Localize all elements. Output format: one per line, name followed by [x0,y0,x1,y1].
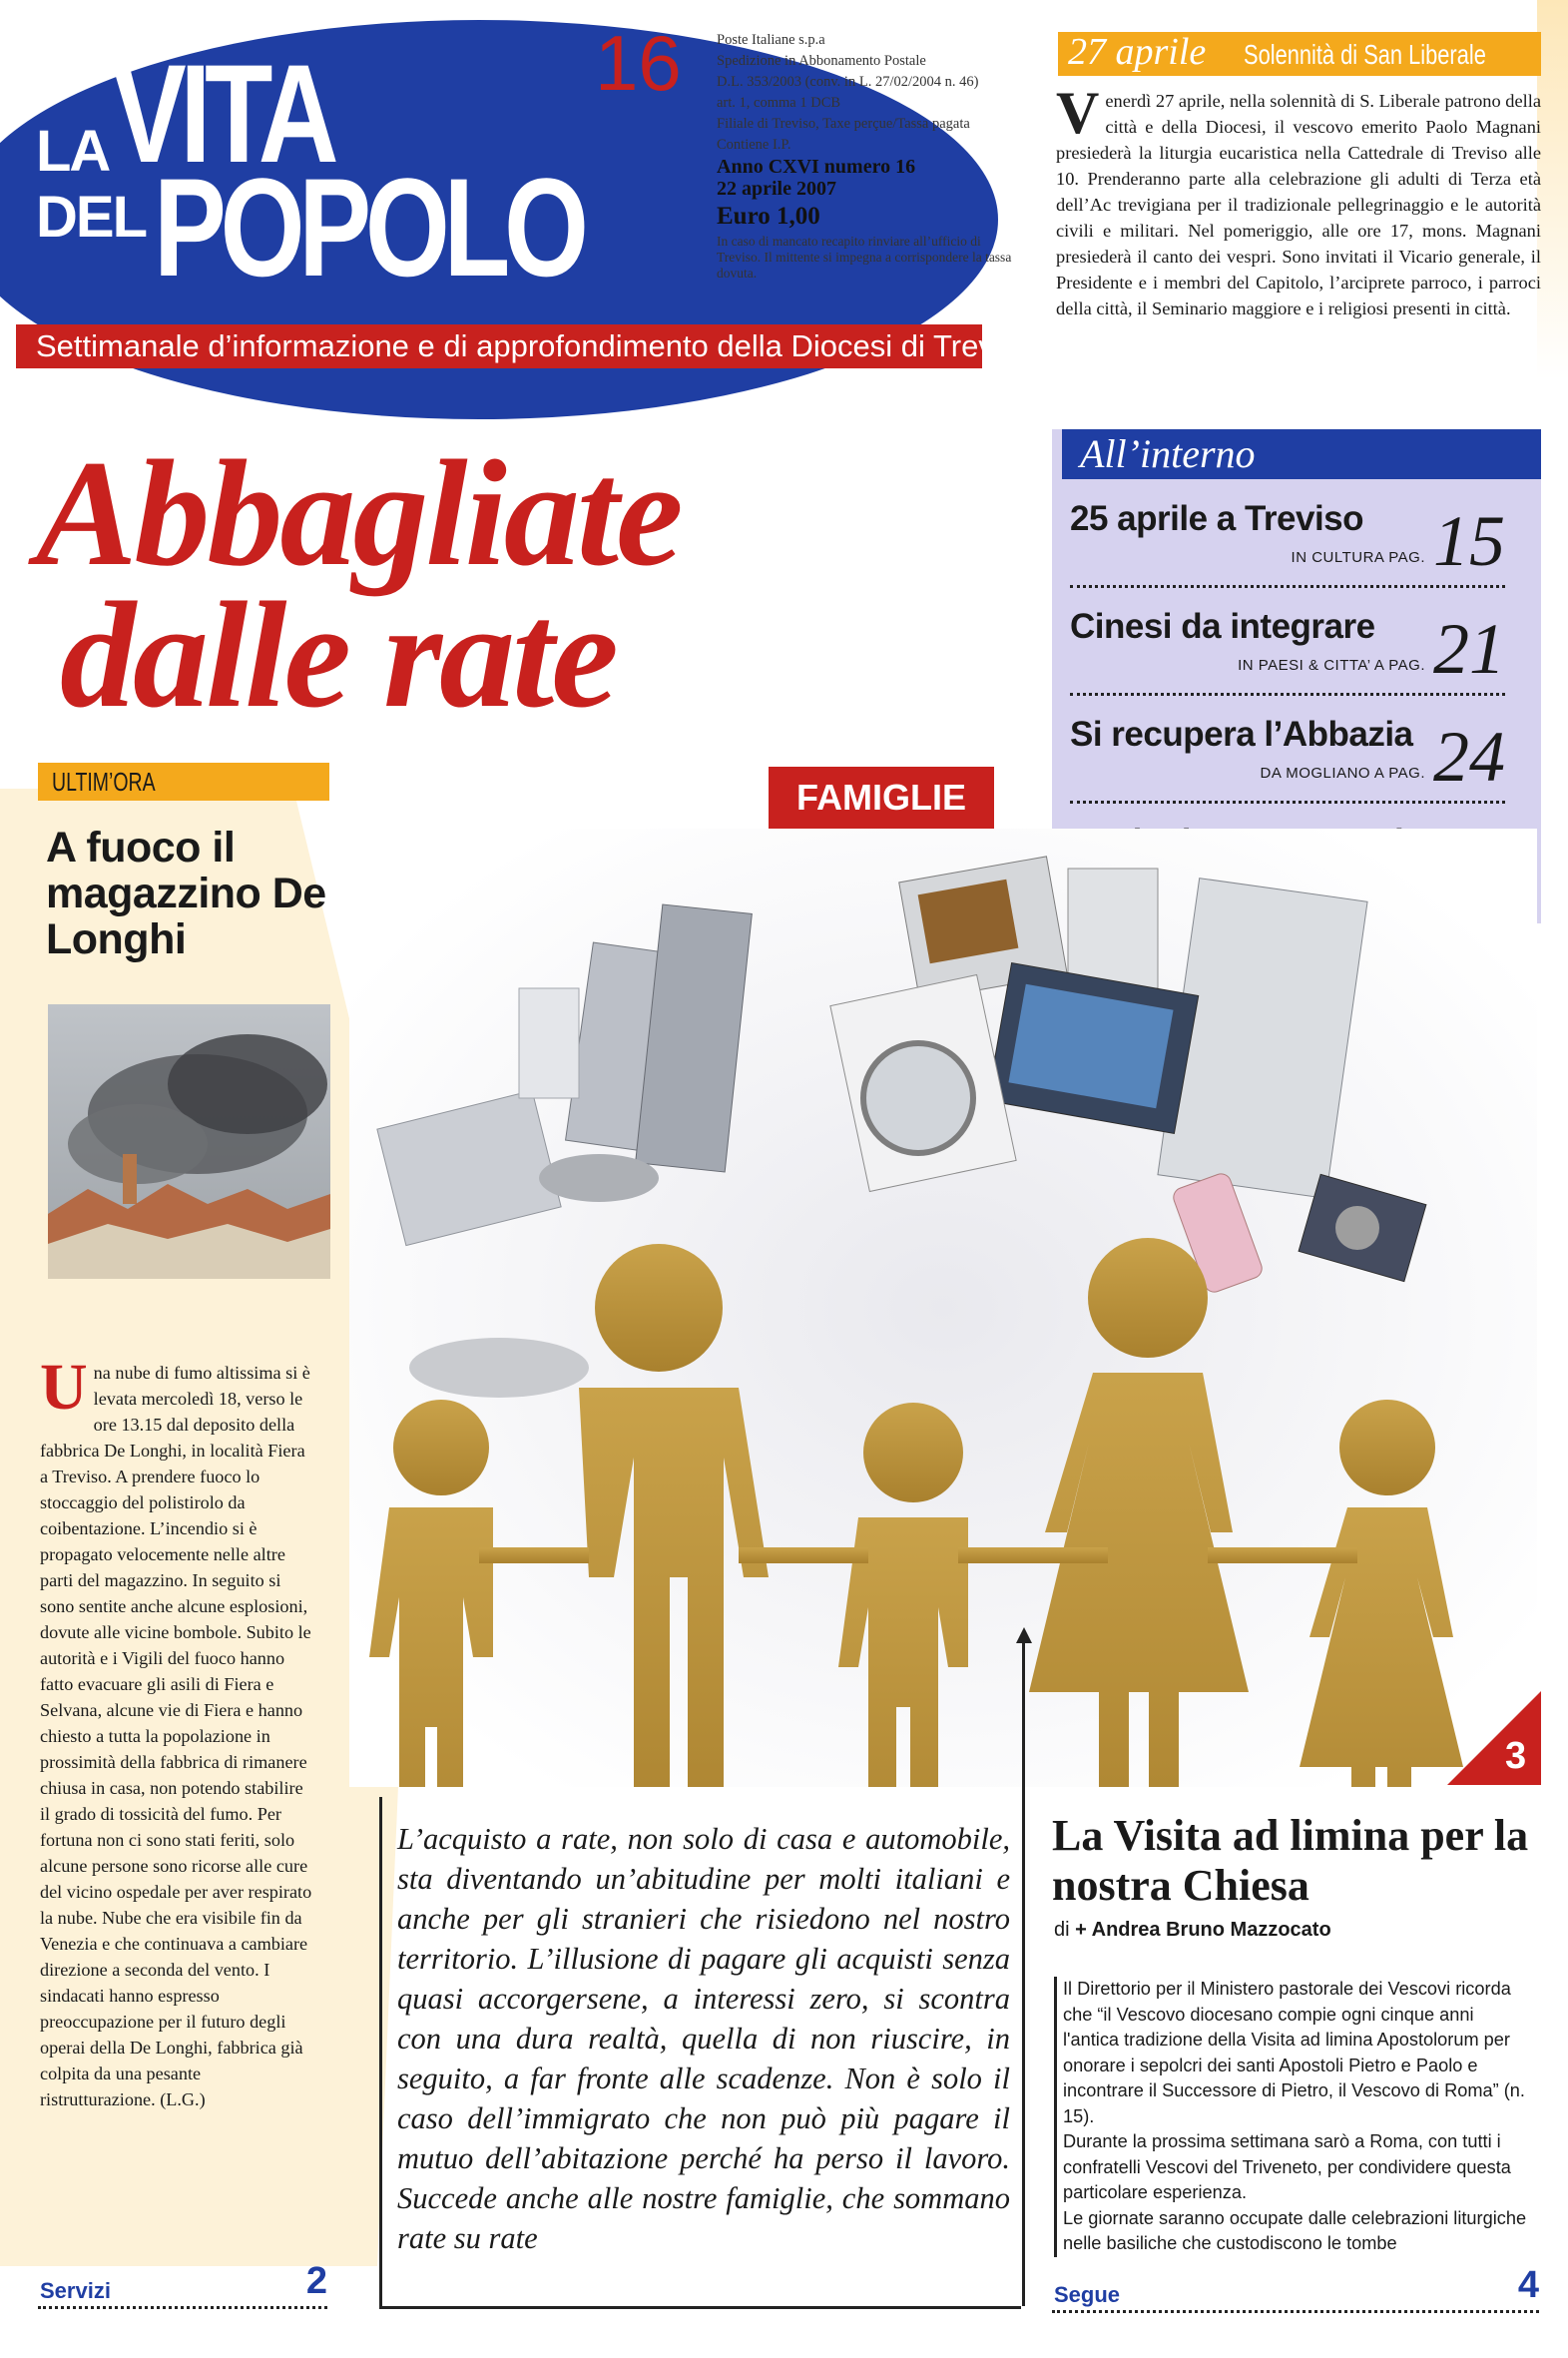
lead-quote: L’acquisto a rate, non solo di casa e automobile, sta diventando un’abitudine per molti italiani e anche per gli stranieri che risiedono nel nostro territorio. L’illusione di pagare gli acquisti senza quasi accorgersene, a interessi zero, si scontra con una dura realtà, quella di non riuscire, in seguito, a far fronte alle scadenze. Non è solo il caso dell’immigrato che non può più pagare il mutuo dell’abitazione perché ha perso il lavoro. Succede anche alle nostre famiglie, che sommano rate su rate [397,1822,1010,2255]
logo-popolo: POPOLO [154,149,583,305]
logo-vita: VITA [112,35,333,192]
servizi-footer[interactable] [38,2256,327,2309]
interno-item-title: Si recupera l’Abbazia [1070,715,1413,754]
interno-item[interactable] [1070,487,1505,588]
ultimora-label: ULTIM’ORA [52,767,156,797]
aprile-date: 27 aprile [1068,31,1207,73]
family-appliances-illustration [349,829,1537,1787]
interno-item-sub: DA MOGLIANO A PAG. [1260,765,1425,782]
postal-info [717,30,1016,282]
visita-title: La Visita ad limina per la nostra Chiesa [1052,1811,1529,1910]
section-tag-famiglie: FAMIGLIE [769,767,994,829]
interno-title: All’interno [1062,429,1541,479]
postal-note: In caso di mancato recapito rinviare all’ufficio di Treviso. Il mittente si impegna a corrispondere la tassa dovuta. [717,234,1012,281]
headline-line2: dalle rate [60,571,616,739]
postal-line: D.L. 353/2003 (conv. in L. 27/02/2004 n. 46) [717,74,979,90]
interno-item-sub: IN CULTURA PAG. [1291,549,1425,566]
issue-price: Euro 1,00 [717,203,820,230]
fire-photo [48,1004,330,1279]
postal-line: art. 1, comma 1 DCB [717,95,841,111]
visita-author [1054,1919,1331,1942]
aprile-body: enerdì 27 aprile, nella solennità di S. Liberale patrono della città e della Diocesi, il vescovo emerito Paolo Magnani presiederà la liturgia eucaristica nella Cattedrale di Treviso alle 10. Prenderanno parte alla celebrazione gli adulti di Terza età dell’Ac trevigiana per il tradizionale pellegrinaggio e le autorità civili e militari. Nel pomeriggio, alle ore 17, mons. Magnani presiederà il canto dei vespri. Sono invitati il Vicario generale, il Presidente e i membri del Capitolo, l’arciprete parroco, i parroci della città, il Seminario maggiore e i religiosi presenti in città. [1056,91,1541,318]
postal-line: Filiale di Treviso, Taxe perçue/Tassa pagata [717,116,970,132]
footer-page: 2 [305,2260,327,2302]
segue-footer[interactable] [1052,2260,1539,2313]
interno-item[interactable] [1070,703,1505,804]
postal-line: Poste Italiane s.p.a [717,32,825,48]
footer-label: Segue [1054,2282,1121,2307]
logo-del: DEL [36,185,146,250]
ultimora-title: A fuoco il magazzino De Longhi [46,824,326,963]
dropcap: U [40,1351,88,1424]
tagline: Settimanale d’informazione e di approfondimento della Diocesi di Treviso [16,324,982,368]
interno-item-page: 15 [1433,501,1505,581]
headline-line1: Abbagliate [36,429,681,597]
postal-line: Contiene I.P. [717,137,791,153]
quote-arrow [1022,1637,1025,2306]
logo-la: LA [36,119,110,184]
ultimora-article [40,1351,317,2112]
ultimora-body: na nube di fumo altissima si è levata mercoledì 18, verso le ore 13.15 dal deposito della fabbrica De Longhi, in località Fiera a Treviso. A prendere fuoco lo stoccaggio del polistirolo da coibentazione. L’incendio si è propagato velocemente nelle altre parti del magazzino. In seguito si sono sentite anche alcune esplosioni, dovute alle vicine bombole. Subito le autorità e i Vigili del fuoco hanno fatto evacuare gli asili di Fiera e Selvana, alcune vie di Fiera e hanno chiesto a tutta la popolazione in prossimità della fabbrica di rimanere chiusa in casa, non potendo stabilire il grado di tossicità del fumo. Per fortuna non ci sono stati feriti, solo alcune persone sono ricorse alle cure del vicino ospedale per aver respirato la nube. Nube che era visibile fin da Venezia e che continuava a cambiare direzione a seconda del vento. I sindacati hanno espresso preoccupazione per il futuro degli operai della De Longhi, fabbrica già colpita da una pesante ristrutturazione. (L.G.) [40,1363,312,2109]
dropcap: V [1056,80,1100,146]
interno-item-title: Cinesi da integrare [1070,607,1375,646]
page-badge-number: 3 [1505,1735,1527,1777]
author-name: + Andrea Bruno Mazzocato [1075,1919,1331,1941]
postal-line: Spedizione in Abbonamento Postale [717,53,926,69]
issue-anno: Anno CXVI numero 16 [717,156,916,178]
interno-item[interactable] [1070,595,1505,696]
aprile-article [1056,80,1541,321]
interno-item-page: 24 [1433,717,1505,797]
interno-item-sub: IN PAESI & CITTA’ A PAG. [1238,657,1425,674]
visita-article: Il Direttorio per il Ministero pastorale dei Vescovi ricorda che “il Vescovo diocesano compie ogni cinque anni l'antica tradizione della Visita ad limina Apostolorum per onorare i sepolcri dei santi Apostoli Pietro e Paolo e incontrare il Successore di Pietro, il Vescovo di Roma” (n. 15). Durante la prossima settimana sarò a Roma, con tutti i confratelli Vescovi del Triveneto, per condividere questa particolare esperienza. Le giornate saranno occupate dalle celebrazioni liturgiche nelle basiliche che custodiscono le tombe [1054,1977,1531,2257]
decorative-strip [1537,0,1568,379]
aprile-subtitle: Solennità di San Liberale [1244,39,1486,70]
issue-number: 16 [595,19,682,107]
issue-date: 22 aprile 2007 [717,178,836,200]
ultimora-label-bar [38,763,329,801]
aprile-header [1058,32,1541,76]
interno-item-title: 25 aprile a Treviso [1070,499,1364,538]
footer-label: Servizi [40,2278,111,2303]
author-prefix: di [1054,1919,1070,1941]
arrow-up-icon [1014,1627,1034,1647]
footer-page: 4 [1517,2264,1539,2306]
interno-item-page: 21 [1433,609,1505,689]
